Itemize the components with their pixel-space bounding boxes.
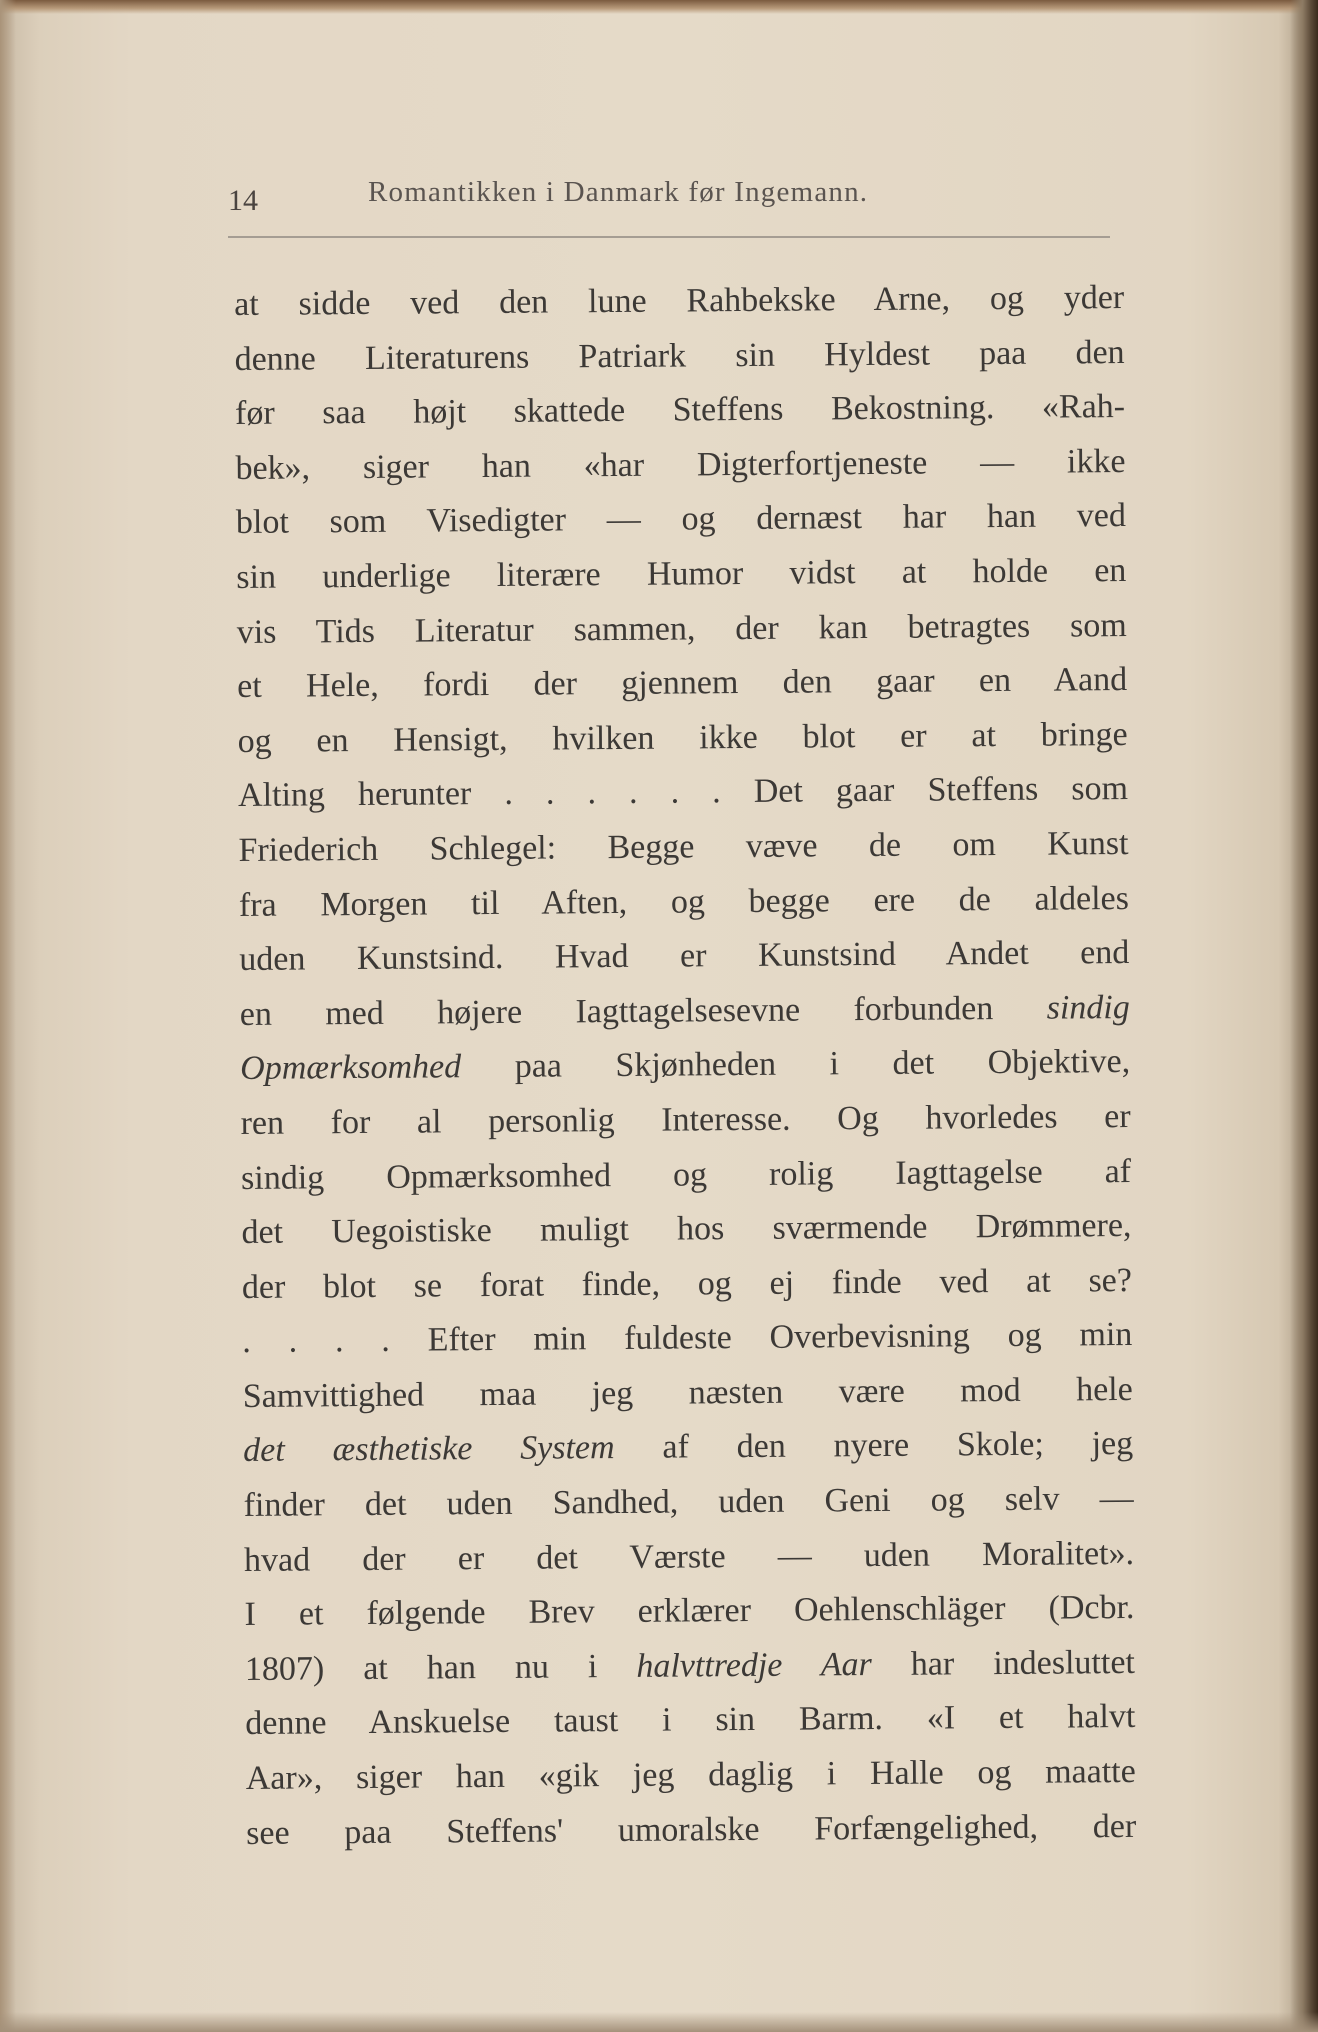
text-segment: Alting herunter . . . . . . Det gaar Steffens som [237, 770, 1129, 815]
text-line [240, 1035, 1130, 1097]
page-bottom-edge [0, 2012, 1318, 2032]
text-line [242, 1308, 1132, 1370]
text-line [245, 1636, 1135, 1698]
text-line [242, 1254, 1132, 1316]
text-segment: blot som Visedigter — og dernæst har han ved [235, 497, 1127, 542]
page-header [228, 172, 1108, 222]
text-line [243, 1363, 1133, 1425]
text-line [245, 1690, 1135, 1752]
text-segment: bek», siger han «har Digterfortjeneste — ikke [235, 442, 1126, 487]
body-text [234, 271, 1136, 1861]
text-segment: Aar», siger han «gik jeg daglig i Halle og maatte [245, 1752, 1136, 1797]
text-segment: og en Hensigt, hvilken ikke blot er at bringe [237, 715, 1128, 760]
text-line [244, 1527, 1134, 1589]
text-line [246, 1745, 1136, 1807]
text-line [244, 1581, 1134, 1643]
text-segment: der blot se forat finde, og ej finde ved at se? [241, 1261, 1133, 1306]
text-segment: sin underlige literære Humor vidst at holde en [236, 551, 1127, 596]
italic-text-segment: sindig [1046, 988, 1130, 1027]
text-segment: vis Tids Literatur sammen, der kan betragtes som [236, 606, 1127, 651]
book-spine-edge [1290, 0, 1318, 2032]
text-segment: en med højere Iagttagelsesevne forbunden [239, 989, 1047, 1033]
text-segment: see paa Steffens' umoralske Forfængelighed, der [246, 1807, 1137, 1852]
text-segment: finder det uden Sandhed, uden Geni og selv — [243, 1480, 1134, 1525]
page-top-edge [0, 0, 1318, 14]
text-line [240, 981, 1130, 1043]
text-line [235, 435, 1125, 497]
italic-text-segment: halvttredje Aar [636, 1645, 872, 1685]
text-line [235, 380, 1125, 442]
text-line [238, 762, 1128, 824]
text-segment: . . . . Efter min fuldeste Overbevisning og min [242, 1316, 1133, 1361]
text-segment: hvad der er det Værste — uden Moralitet». [243, 1534, 1135, 1579]
text-segment: Samvittighed maa jeg næsten være mod hele [242, 1370, 1133, 1415]
italic-text-segment: Opmærksomhed [240, 1048, 462, 1088]
text-segment: sindig Opmærksomhed og rolig Iagttagelse af [240, 1152, 1132, 1197]
page-left-edge [0, 0, 16, 2032]
text-line [241, 1144, 1131, 1206]
text-line [239, 926, 1129, 988]
text-line [239, 872, 1129, 934]
text-line [234, 326, 1124, 388]
text-segment: Friederich Schlegel: Begge væve de om Kunst [238, 824, 1129, 869]
text-line [236, 544, 1126, 606]
text-line [238, 817, 1128, 879]
text-segment: at sidde ved den lune Rahbekske Arne, og yder [234, 279, 1125, 323]
text-segment: et Hele, fordi der gjennem den gaar en Aand [237, 661, 1128, 706]
text-line [237, 708, 1127, 770]
text-segment: ren for al personlig Interesse. Og hvorledes er [240, 1097, 1131, 1142]
text-segment: før saa højt skattede Steffens Bekostning. «Rah- [234, 388, 1126, 433]
text-segment: det Uegoistiske muligt hos sværmende Drømmere, [241, 1207, 1132, 1252]
text-line [240, 1090, 1130, 1152]
text-line [236, 489, 1126, 551]
text-line [234, 271, 1124, 333]
header-rule [228, 236, 1110, 238]
text-segment: paa Skjønheden i det Objektive, [461, 1043, 1131, 1086]
text-segment: I et følgende Brev erklærer Oehlenschläger (Dcbr. [244, 1589, 1135, 1634]
italic-text-segment: det æsthetiske System [243, 1429, 615, 1470]
text-segment: denne Literaturens Patriark sin Hyldest paa den [234, 333, 1125, 378]
text-line [237, 599, 1127, 661]
page-number: 14 [228, 184, 258, 217]
text-line [241, 1199, 1131, 1261]
text-segment: denne Anskuelse taust i sin Barm. «I et halvt [245, 1698, 1136, 1743]
text-segment: fra Morgen til Aften, og begge ere de aldeles [238, 879, 1130, 924]
text-segment: af den nyere Skole; jeg [614, 1425, 1134, 1467]
text-segment: 1807) at han nu i [244, 1647, 637, 1688]
text-line [243, 1472, 1133, 1534]
text-segment: uden Kunstsind. Hvad er Kunstsind Andet end [239, 934, 1130, 979]
text-line [237, 653, 1127, 715]
text-line [243, 1417, 1133, 1479]
text-segment: har indesluttet [871, 1643, 1136, 1683]
text-line [246, 1800, 1136, 1862]
running-title: Romantikken i Danmark før Ingemann. [368, 176, 869, 208]
